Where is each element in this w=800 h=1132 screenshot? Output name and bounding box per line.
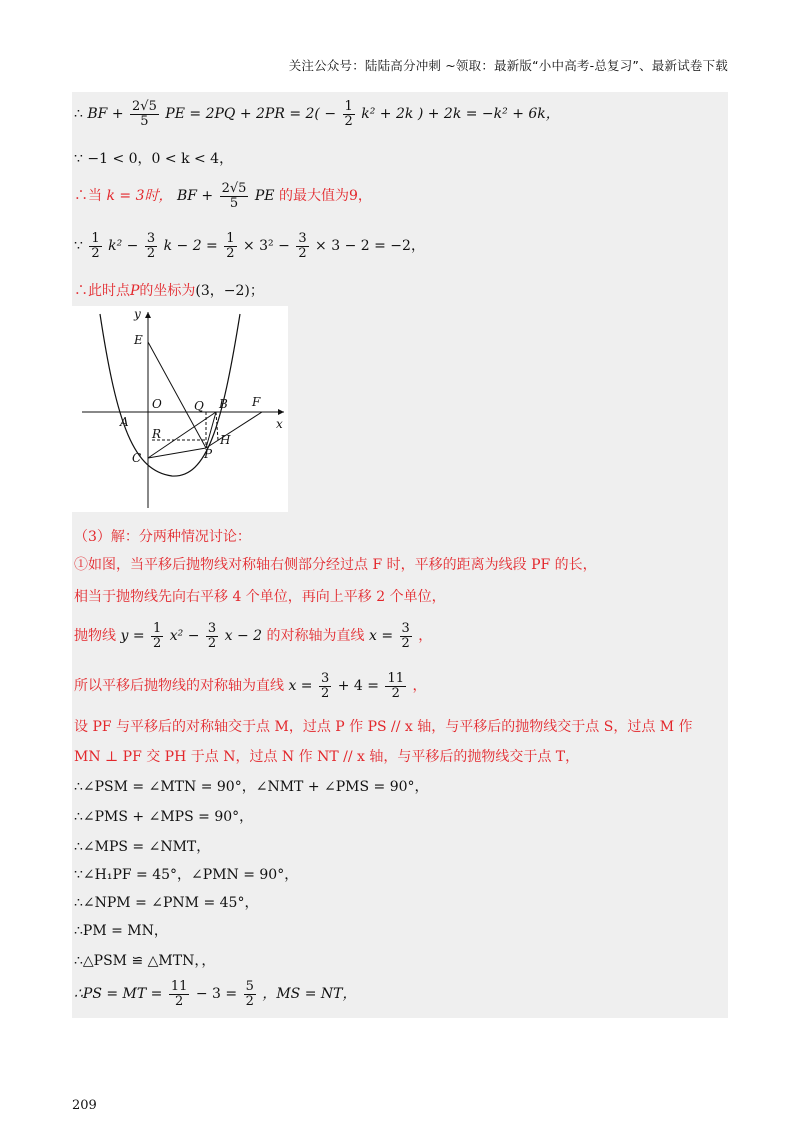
- fraction-2root5-over-5: $\frac{2√5}{5}$: [221, 181, 247, 211]
- translation-line: 相当于抛物线先向右平移 4 个单位，再向上平移 2 个单位，: [74, 589, 446, 605]
- eq-x: x =: [288, 678, 313, 695]
- because-symbol: ∵: [74, 238, 83, 255]
- eq-x: x =: [368, 628, 394, 645]
- proof-line-8: [74, 980, 356, 1008]
- proof-line-3: ∴∠MPS = ∠NMT，: [74, 839, 211, 855]
- text-when: ∴当: [74, 188, 102, 205]
- eq-line-2: ∵ −1 < 0，0 < k < 4，: [74, 151, 234, 167]
- eq-line-3: [74, 182, 372, 210]
- proof-line-4: ∵∠H₁PF = 45°，∠PMN = 90°，: [74, 867, 299, 883]
- label-p: P: [204, 447, 213, 461]
- eq-ms-nt: ，MS = NT，: [262, 986, 357, 1003]
- fraction-3-over-2: $\frac{3}{2}$: [146, 231, 156, 261]
- label-x: x: [276, 417, 283, 431]
- eq-part: k − 2 =: [163, 238, 218, 255]
- text-coordinate-is: 的坐标为: [139, 283, 196, 299]
- text-axis-is-line: 的对称轴为直线: [266, 628, 365, 645]
- proof-line-2: ∴∠PMS + ∠MPS = 90°，: [74, 809, 254, 825]
- label-c: C: [132, 451, 142, 465]
- eq-part: x² −: [169, 628, 200, 645]
- text-point: ∴此时点: [74, 283, 130, 299]
- coordinate-value: (3，−2)；: [195, 283, 264, 299]
- text-parabola: 抛物线: [74, 628, 116, 645]
- translated-axis-line: [74, 672, 426, 700]
- label-h: H: [220, 433, 231, 447]
- label-e: E: [134, 333, 143, 347]
- axis-of-symmetry-line: [74, 622, 432, 650]
- fraction-2root5-over-5: $\frac{2√5}{5}$: [132, 99, 157, 129]
- fraction-3-over-2: $\frac{3}{2}$: [320, 671, 330, 701]
- label-a: A: [120, 415, 129, 429]
- eq-k3: k = 3时，: [106, 188, 173, 205]
- fraction-1-over-2: $\frac{1}{2}$: [153, 621, 162, 651]
- fraction-3-over-2: $\frac{3}{2}$: [401, 621, 410, 651]
- label-r: R: [152, 427, 162, 441]
- proof-line-7: ∴△PSM ≌ △MTN，，: [74, 953, 216, 969]
- fraction-11-over-2: $\frac{11}{2}$: [170, 979, 188, 1009]
- fraction-1-over-2: $\frac{1}{2}$: [344, 99, 353, 129]
- eq-part: × 3² −: [242, 238, 290, 255]
- therefore-symbol: ∴: [74, 106, 83, 123]
- proof-line-6: ∴PM = MN，: [74, 923, 168, 939]
- fraction-3-over-2: $\frac{3}{2}$: [298, 231, 307, 261]
- label-y: y: [134, 307, 141, 321]
- fraction-1-over-2: $\frac{1}{2}$: [226, 231, 235, 261]
- parabola-figure: [72, 306, 288, 512]
- case1-line: ①如图，当平移后抛物线对称轴右侧部分经过点 F 时，平移的距离为线段 PF 的长，: [74, 557, 597, 573]
- eq-bf: BF +: [87, 106, 129, 123]
- part3-heading: （3）解：分两种情况讨论：: [74, 529, 251, 545]
- segment-cp: [148, 448, 206, 458]
- page-number: 209: [72, 1098, 97, 1113]
- text-max-value: 的最大值为9，: [278, 188, 372, 205]
- fraction-1-over-2: $\frac{1}{2}$: [91, 231, 100, 261]
- eq-bf: BF +: [176, 188, 218, 205]
- eq-minus-3: − 3 =: [195, 986, 238, 1003]
- proof-line-1: ∴∠PSM = ∠MTN = 90°，∠NMT + ∠PMS = 90°，: [74, 779, 429, 795]
- punct: ，: [412, 678, 427, 695]
- eq-line-4: [74, 232, 425, 260]
- label-q: Q: [194, 399, 204, 413]
- label-b: B: [219, 397, 228, 411]
- point-p: P: [130, 283, 140, 299]
- fraction-3-over-2: $\frac{3}{2}$: [207, 621, 217, 651]
- punct: ，: [418, 628, 433, 645]
- text-so-translated-axis: 所以平移后抛物线的对称轴为直线: [74, 678, 284, 695]
- label-f: F: [252, 395, 261, 409]
- fraction-5-over-2: $\frac{5}{2}$: [245, 979, 254, 1009]
- eq-line-1: [74, 100, 560, 128]
- eq-rest: PE = 2PQ + 2PR = 2( −: [165, 106, 337, 123]
- setup-line-1: 设 PF 与平移后的对称轴交于点 M，过点 P 作 PS // x 轴，与平移后的抛物线交于点 S，过点 M 作: [74, 719, 693, 735]
- eq-part: × 3 − 2 = −2，: [315, 238, 425, 255]
- proof-line-5: ∴∠NPM = ∠PNM = 45°，: [74, 895, 259, 911]
- eq-pe: PE: [254, 188, 275, 205]
- parabola-curve: [100, 314, 240, 476]
- label-o: O: [152, 397, 162, 411]
- eq-tail: k² + 2k ) + 2k = −k² + 6k，: [361, 106, 560, 123]
- eq-line-5: [74, 280, 264, 300]
- eq-part: x − 2: [224, 628, 263, 645]
- eq-ps-mt: ∴PS = MT =: [74, 986, 163, 1003]
- eq-part: k² −: [108, 238, 139, 255]
- figure-svg: [72, 306, 288, 512]
- setup-line-2: MN ⊥ PF 交 PH 于点 N，过点 N 作 NT // x 轴，与平移后的抛物线交于点 T，: [74, 749, 580, 765]
- page-header: 关注公众号：陆陆高分冲刺 ~领取：最新版“小中高考-总复习”、最新试卷下载: [288, 58, 728, 73]
- eq-plus-4: + 4 =: [337, 678, 379, 695]
- fraction-11-over-2: $\frac{11}{2}$: [387, 671, 404, 701]
- eq-y: y =: [120, 628, 145, 645]
